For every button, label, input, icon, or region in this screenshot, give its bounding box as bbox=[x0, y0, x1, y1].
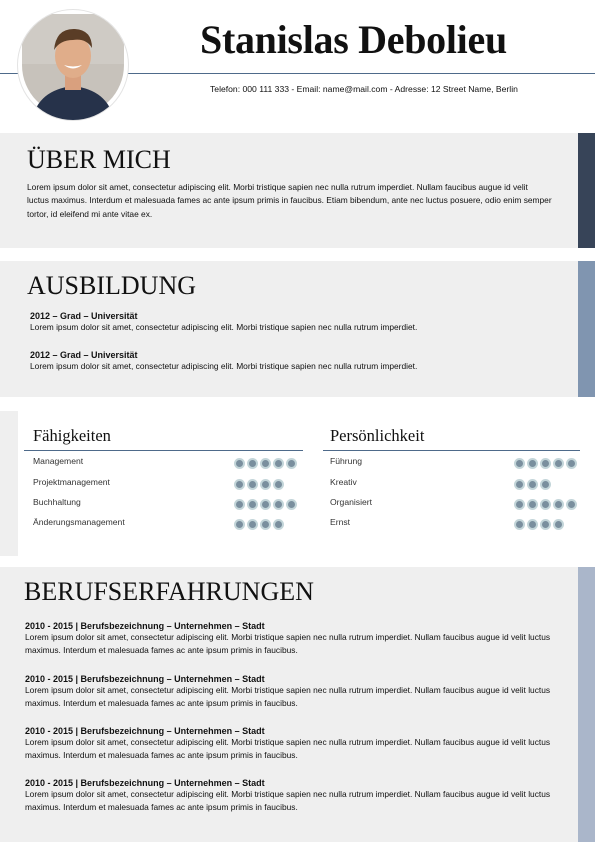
education-item-head: 2012 – Grad – Universität bbox=[30, 350, 138, 360]
skill-rating-dot bbox=[275, 501, 282, 508]
skill-rating-dot bbox=[236, 501, 243, 508]
education-item-text: Lorem ipsum dolor sit amet, consectetur adipiscing elit. Morbi tristique sapien nec nulla rutrum imperdiet. bbox=[30, 322, 418, 332]
skills-divider bbox=[24, 450, 303, 451]
education-accent-bar bbox=[578, 261, 595, 397]
skill-rating-dot bbox=[288, 460, 295, 467]
skill-rating-dot bbox=[262, 460, 269, 467]
personality-rating-dot bbox=[568, 460, 575, 467]
personality-divider bbox=[323, 450, 580, 451]
personality-rating-dot bbox=[529, 501, 536, 508]
skill-rating-dot bbox=[249, 481, 256, 488]
skill-rating-dot bbox=[262, 501, 269, 508]
candidate-name: Stanislas Debolieu bbox=[200, 17, 507, 62]
personality-rating-dot bbox=[516, 521, 523, 528]
skill-label: Buchhaltung bbox=[33, 497, 81, 507]
skill-label: Projektmanagement bbox=[33, 477, 110, 487]
personality-rating-dot bbox=[529, 521, 536, 528]
personality-rating-dot bbox=[542, 521, 549, 528]
about-accent-bar bbox=[578, 133, 595, 248]
experience-title: BERUFSERFAHRUNGEN bbox=[24, 577, 314, 606]
skills-title: Fähigkeiten bbox=[33, 426, 111, 445]
skill-rating-dot bbox=[249, 460, 256, 467]
profile-photo bbox=[18, 10, 128, 120]
job-item-text: Lorem ipsum dolor sit amet, consectetur adipiscing elit. Morbi tristique sapien nec nulla rutrum imperdiet. Nullam faucibus augue id velit luctus maximus. Interdum et malesuada fames ac ante ipsum primis in faucibus. bbox=[25, 632, 551, 656]
job-item-text: Lorem ipsum dolor sit amet, consectetur adipiscing elit. Morbi tristique sapien nec nulla rutrum imperdiet. Nullam faucibus augue id velit luctus maximus. Interdum et malesuada fames ac ante ipsum primis in faucibus. bbox=[25, 737, 551, 761]
education-item bbox=[30, 311, 560, 334]
job-item bbox=[25, 778, 560, 815]
personality-rating-dot bbox=[555, 501, 562, 508]
personality-rating-dot bbox=[529, 481, 536, 488]
about-section bbox=[0, 133, 595, 248]
personality-rating-dot bbox=[542, 501, 549, 508]
job-item bbox=[25, 726, 560, 763]
profile-photo-image bbox=[18, 10, 128, 120]
personality-rating-dot bbox=[516, 501, 523, 508]
education-item-text: Lorem ipsum dolor sit amet, consectetur adipiscing elit. Morbi tristique sapien nec nulla rutrum imperdiet. bbox=[30, 361, 418, 371]
personality-rating-dot bbox=[555, 460, 562, 467]
personality-rating-dot bbox=[516, 481, 523, 488]
skill-rating-dot bbox=[262, 521, 269, 528]
contact-line: Telefon: 000 111 333 - Email: name@mail.com - Adresse: 12 Street Name, Berlin bbox=[210, 84, 518, 94]
education-section bbox=[0, 261, 595, 397]
personality-label: Ernst bbox=[330, 517, 351, 527]
about-title: ÜBER MICH bbox=[27, 145, 171, 174]
personality-rating-dot bbox=[529, 460, 536, 467]
job-item-head: 2010 - 2015 | Berufsbezeichnung – Unternehmen – Stadt bbox=[25, 778, 265, 788]
skill-rating-dot bbox=[262, 481, 269, 488]
skill-label: Management bbox=[33, 456, 84, 466]
skill-rating-dot bbox=[275, 481, 282, 488]
skill-rating-dot bbox=[249, 521, 256, 528]
job-item-head: 2010 - 2015 | Berufsbezeichnung – Unternehmen – Stadt bbox=[25, 674, 265, 684]
experience-accent-bar bbox=[578, 567, 595, 842]
about-text: Lorem ipsum dolor sit amet, consectetur adipiscing elit. Morbi tristique sapien nec nulla rutrum imperdiet. Nullam faucibus augue id velit luctus maximus. Interdum et malesuada fames ac ante ipsum primis in faucibus. Etiam bibendum, ante nec luctus posuere, odio enim semper tortor, id eleifend mi ante vitae ex. bbox=[27, 182, 552, 219]
job-item bbox=[25, 621, 560, 658]
skill-rating-dot bbox=[288, 501, 295, 508]
skill-rating-dot bbox=[236, 460, 243, 467]
education-title: AUSBILDUNG bbox=[27, 271, 196, 300]
skill-rating-dot bbox=[236, 521, 243, 528]
personality-rating-dot bbox=[568, 501, 575, 508]
education-item-head: 2012 – Grad – Universität bbox=[30, 311, 138, 321]
job-item-text: Lorem ipsum dolor sit amet, consectetur adipiscing elit. Morbi tristique sapien nec nulla rutrum imperdiet. Nullam faucibus augue id velit luctus maximus. Interdum et malesuada fames ac ante ipsum primis in faucibus. bbox=[25, 685, 551, 709]
skill-rating-dot bbox=[249, 501, 256, 508]
skill-rating-dot bbox=[275, 521, 282, 528]
personality-label: Organisiert bbox=[330, 497, 373, 507]
personality-rating-dot bbox=[542, 460, 549, 467]
skill-rating-dot bbox=[275, 460, 282, 467]
job-item bbox=[25, 674, 560, 711]
skill-rating-dot bbox=[236, 481, 243, 488]
personality-rating-dot bbox=[555, 521, 562, 528]
personality-rating-dot bbox=[542, 481, 549, 488]
personality-rating-dot bbox=[516, 460, 523, 467]
experience-section bbox=[0, 567, 595, 842]
education-item bbox=[30, 350, 560, 373]
personality-label: Führung bbox=[330, 456, 363, 466]
job-item-text: Lorem ipsum dolor sit amet, consectetur adipiscing elit. Morbi tristique sapien nec nulla rutrum imperdiet. Nullam faucibus augue id velit luctus maximus. Interdum et malesuada fames ac ante ipsum primis in faucibus. bbox=[25, 789, 551, 813]
personality-label: Kreativ bbox=[330, 477, 357, 487]
job-item-head: 2010 - 2015 | Berufsbezeichnung – Unternehmen – Stadt bbox=[25, 726, 265, 736]
skills-accent-block bbox=[0, 411, 18, 556]
skill-label: Änderungsmanagement bbox=[33, 517, 125, 527]
job-item-head: 2010 - 2015 | Berufsbezeichnung – Unternehmen – Stadt bbox=[25, 621, 265, 631]
personality-title: Persönlichkeit bbox=[330, 426, 425, 445]
